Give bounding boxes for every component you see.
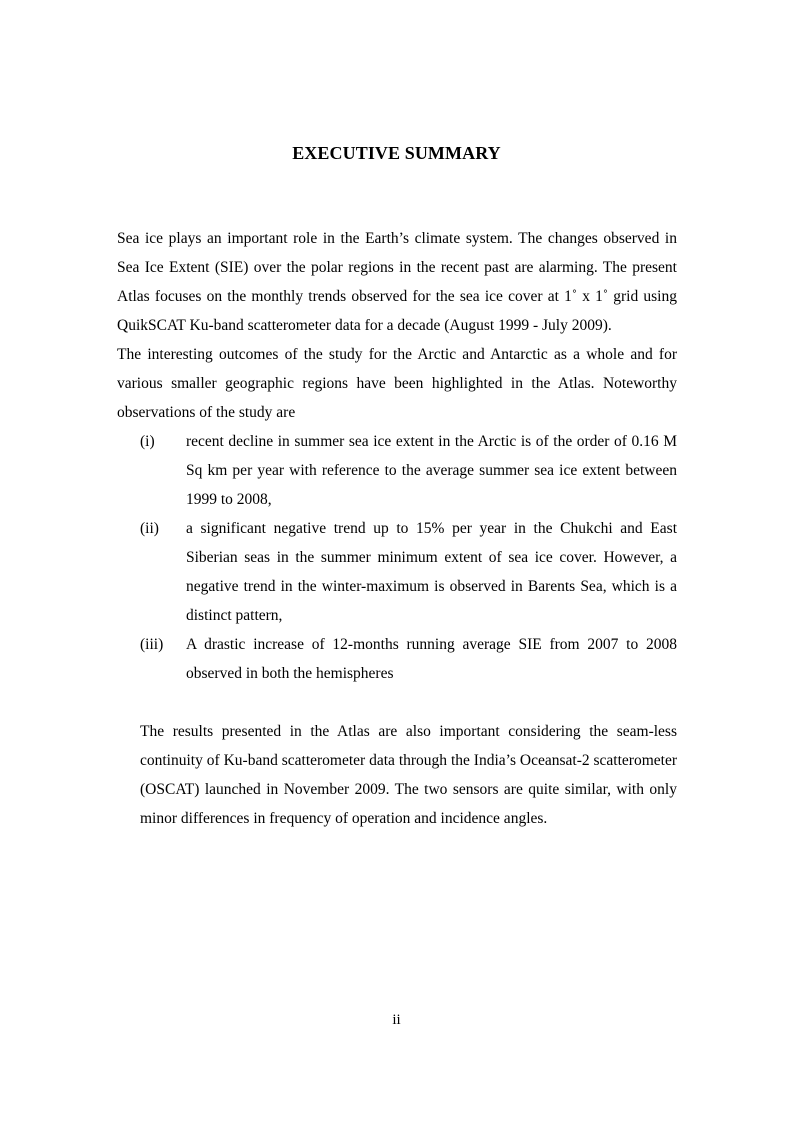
summary-body [117, 224, 677, 833]
list-marker: (i) [140, 433, 155, 450]
outcomes-paragraph: The interesting outcomes of the study for the Arctic and Antarctic as a whole and for various smaller geographic regions have been highlighted in the Atlas. Noteworthy observations of the study are [117, 346, 677, 421]
list-item [117, 427, 677, 514]
list-item [117, 630, 677, 688]
observations-list [117, 427, 677, 688]
page-number: ii [392, 1012, 401, 1028]
list-item [117, 514, 677, 630]
list-marker: (ii) [140, 520, 159, 537]
list-item-text: A drastic increase of 12-months running average SIE from 2007 to 2008 observed in both the hemispheres [186, 636, 677, 682]
intro-paragraph: Sea ice plays an important role in the Earth’s climate system. The changes observed in Sea Ice Extent (SIE) over the polar regions in the recent past are alarming. The present Atlas focuses on the monthly trends observed for the sea ice cover at 1˚ x 1˚ grid using QuikSCAT Ku-band scatterometer data for a decade (August 1999 - July 2009). [117, 230, 677, 334]
list-item-text: recent decline in summer sea ice extent in the Arctic is of the order of 0.16 M Sq km per year with reference to the average summer sea ice extent between 1999 to 2008, [186, 433, 677, 508]
page-title: EXECUTIVE SUMMARY [292, 143, 501, 163]
list-marker: (iii) [140, 636, 164, 653]
paragraph-spacer [117, 688, 677, 717]
continuity-paragraph: The results presented in the Atlas are also important considering the seam-less continuity of Ku-band scatterometer data through the India’s Oceansat-2 scatterometer (OSCAT) launched in November 2009. The two sensors are quite similar, with only minor differences in frequency of operation and incidence angles. [140, 723, 677, 827]
list-item-text: a significant negative trend up to 15% per year in the Chukchi and East Siberian seas in the summer minimum extent of sea ice cover. However, a negative trend in the winter-maximum is observed in Barents Sea, which is a distinct pattern, [186, 520, 677, 624]
